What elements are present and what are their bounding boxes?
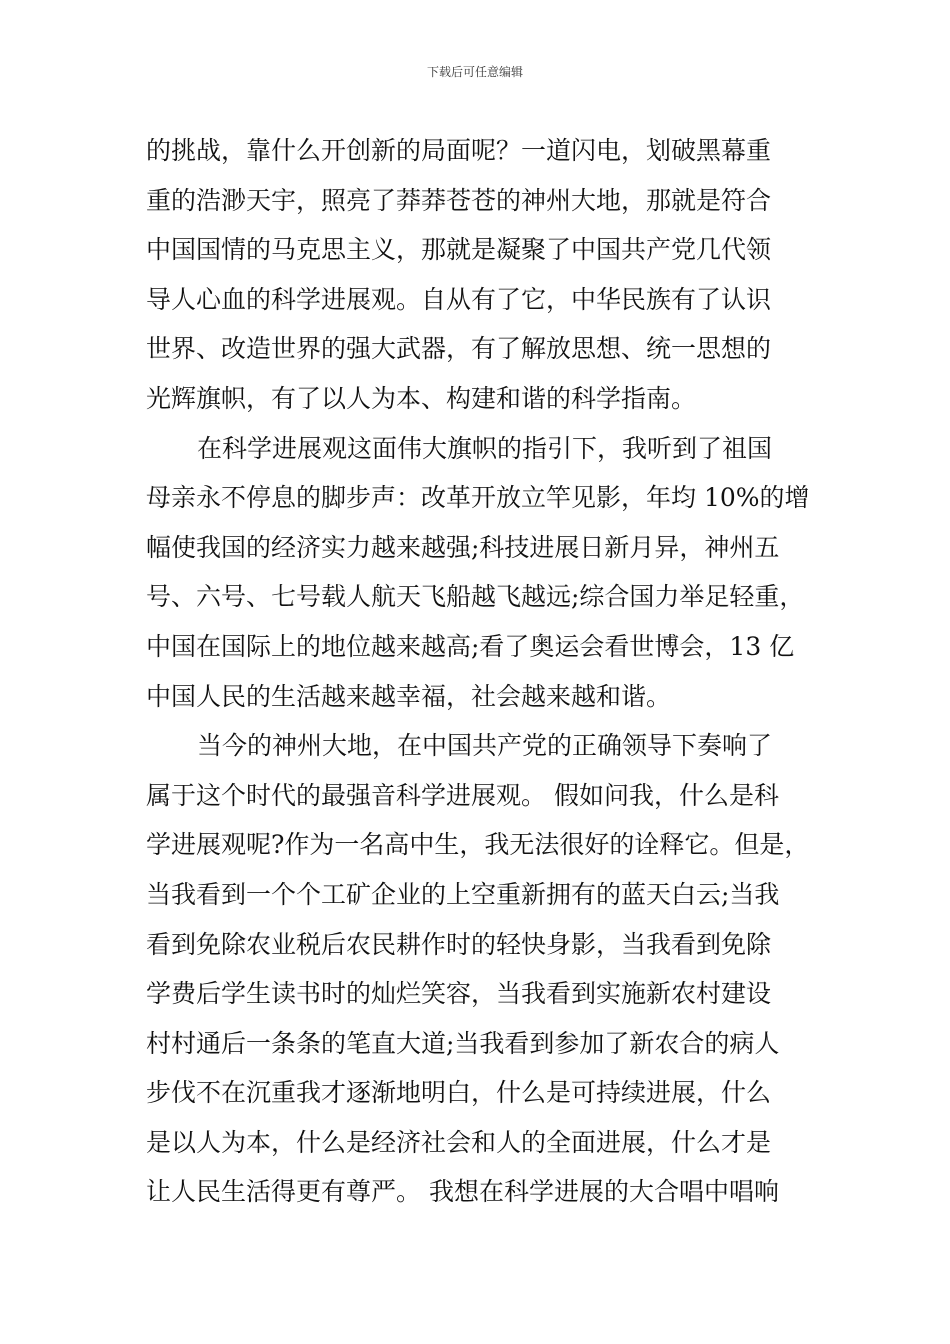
text-line: 是以人为本，什么是经济社会和人的全面进展，什么才是	[146, 1127, 772, 1157]
text-line: 中国在国际上的地位越来越高;看了奥运会看世博会，13 亿	[146, 631, 795, 661]
page-header-note: 下载后可任意编辑	[426, 65, 523, 79]
text-line: 母亲永不停息的脚步声：改革开放立竿见影，年均 10%的增	[146, 483, 810, 513]
text-line: 导人心血的科学进展观。自从有了它，中华民族有了认识	[146, 284, 772, 314]
text-line: 号、六号、七号载人航天飞船越飞越远;综合国力举足轻重，	[146, 582, 805, 612]
text-line: 光辉旗帜，有了以人为本、构建和谐的科学指南。	[146, 383, 697, 413]
text-line: 步伐不在沉重我才逐渐地明白，什么是可持续进展，什么	[146, 1078, 772, 1108]
text-line: 让人民生活得更有尊严。 我想在科学进展的大合唱中唱响	[146, 1177, 779, 1207]
text-line: 中国国情的马克思主义，那就是凝聚了中国共产党几代领	[146, 235, 772, 265]
text-line: 当我看到一个个工矿企业的上空重新拥有的蓝天白云;当我	[146, 879, 780, 909]
text-line: 村村通后一条条的笔直大道;当我看到参加了新农合的病人	[146, 1028, 780, 1058]
paragraph-start-line: 当今的神州大地，在中国共产党的正确领导下奏响了	[197, 731, 773, 761]
text-line: 重的浩渺天宇，照亮了莽莽苍苍的神州大地，那就是符合	[146, 185, 772, 215]
text-line: 世界、改造世界的强大武器，有了解放思想、统一思想的	[146, 334, 772, 364]
text-line: 学费后学生读书时的灿烂笑容，当我看到实施新农村建设	[146, 979, 772, 1009]
text-line: 学进展观呢?作为一名高中生，我无法很好的诠释它。但是，	[146, 830, 810, 860]
text-line: 中国人民的生活越来越幸福，社会越来越和谐。	[146, 681, 672, 711]
document-body	[146, 126, 811, 1217]
text-line: 看到免除农业税后农民耕作时的轻快身影，当我看到免除	[146, 929, 772, 959]
text-line: 幅使我国的经济实力越来越强;科技进展日新月异，神州五	[146, 532, 780, 562]
text-line: 的挑战，靠什么开创新的局面呢？一道闪电，划破黑幕重	[146, 136, 772, 165]
paragraph-start-line: 在科学进展观这面伟大旗帜的指引下，我听到了祖国	[197, 433, 773, 463]
text-line: 属于这个时代的最强音科学进展观。 假如问我，什么是科	[146, 780, 779, 810]
